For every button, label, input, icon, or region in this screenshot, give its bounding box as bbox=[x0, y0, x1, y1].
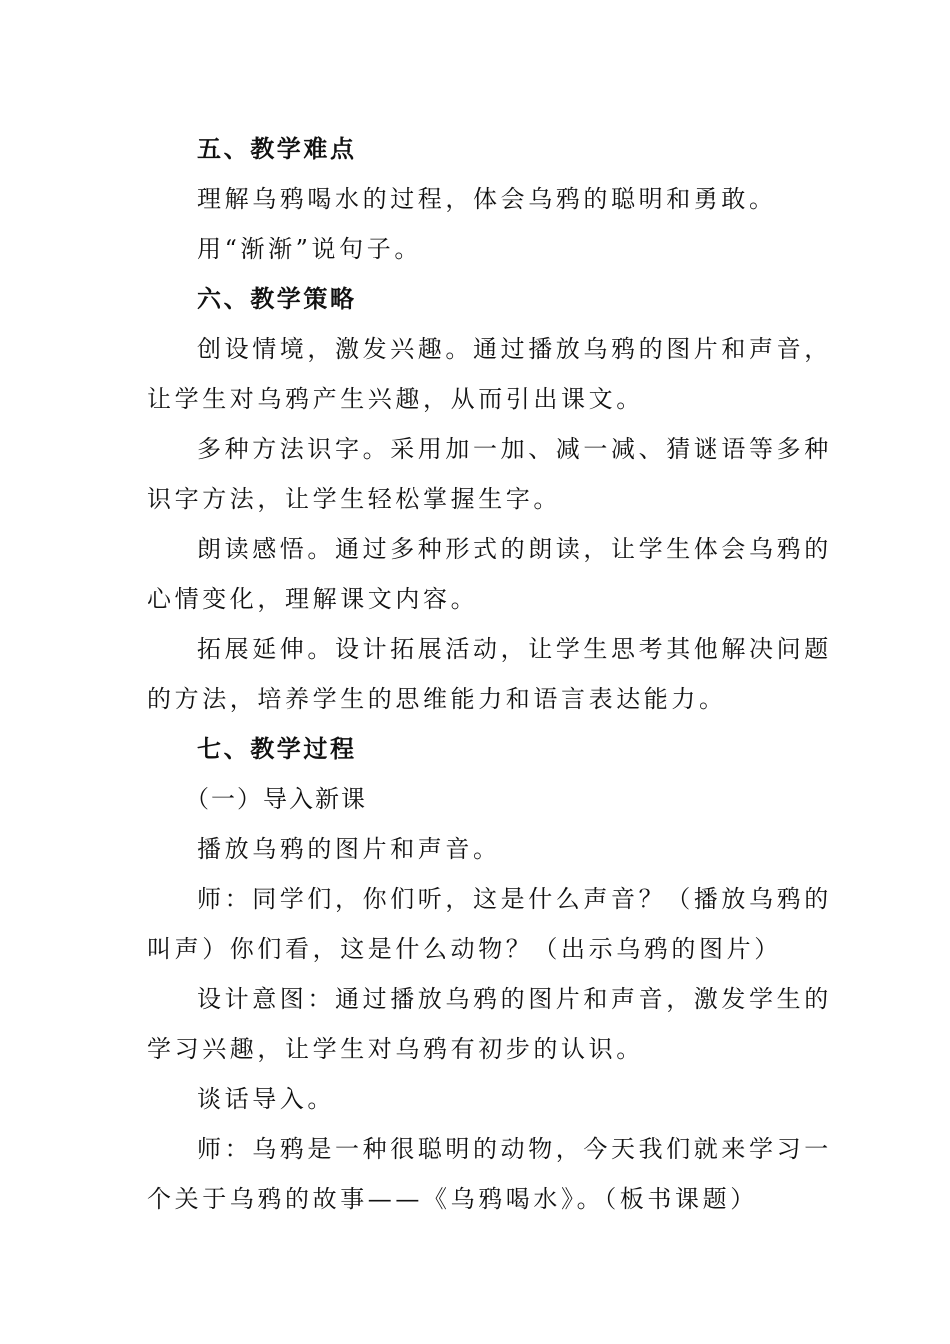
paragraph-line: 理解乌鸦喝水的过程，体会乌鸦的聪明和勇敢。 bbox=[197, 185, 777, 213]
paragraph-line: 创设情境，激发兴趣。通过播放乌鸦的图片和声音， bbox=[197, 335, 832, 363]
document-body bbox=[147, 124, 832, 1224]
paragraph-line: 多种方法识字。采用加一加、减一减、猜谜语等多种 bbox=[197, 435, 832, 463]
paragraph-line: 谈话导入。 bbox=[197, 1085, 335, 1113]
paragraph-line: 师：乌鸦是一种很聪明的动物，今天我们就来学习一 bbox=[197, 1135, 832, 1163]
paragraph-line: 设计意图：通过播放乌鸦的图片和声音，激发学生的 bbox=[197, 985, 832, 1013]
paragraph-line: 播放乌鸦的图片和声音。 bbox=[197, 835, 501, 863]
paragraph-line: 拓展延伸。设计拓展活动，让学生思考其他解决问题 bbox=[197, 635, 832, 663]
section-heading-difficulties: 五、教学难点 bbox=[197, 134, 357, 163]
paragraph-line: 心情变化，理解课文内容。 bbox=[147, 585, 479, 613]
paragraph-line: 师：同学们，你们听，这是什么声音？（播放乌鸦的 bbox=[197, 885, 832, 913]
paragraph-line: 用“渐渐”说句子。 bbox=[197, 235, 422, 263]
paragraph-line: 朗读感悟。通过多种形式的朗读，让学生体会乌鸦的 bbox=[197, 535, 832, 563]
subsection-heading: （一）导入新课 bbox=[185, 785, 367, 813]
paragraph-line: 个关于乌鸦的故事——《乌鸦喝水》。（板书课题） bbox=[147, 1185, 758, 1213]
paragraph-line: 的方法，培养学生的思维能力和语言表达能力。 bbox=[147, 685, 727, 713]
paragraph-line: 叫声）你们看，这是什么动物？（出示乌鸦的图片） bbox=[147, 935, 782, 963]
paragraph-line: 学习兴趣，让学生对乌鸦有初步的认识。 bbox=[147, 1035, 644, 1063]
section-heading-process: 七、教学过程 bbox=[197, 734, 357, 763]
paragraph-line: 让学生对乌鸦产生兴趣，从而引出课文。 bbox=[147, 385, 644, 413]
section-heading-strategies: 六、教学策略 bbox=[197, 284, 357, 313]
paragraph-line: 识字方法，让学生轻松掌握生字。 bbox=[147, 485, 561, 513]
